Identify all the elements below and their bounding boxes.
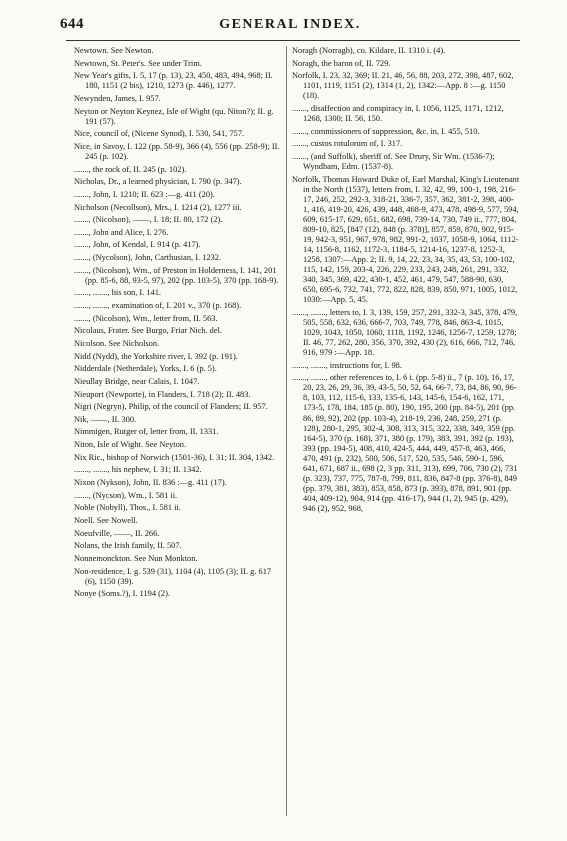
page-number: 644 <box>60 16 84 32</box>
index-entry: Nicolson. See Nicholson. <box>74 339 160 348</box>
index-entry: ......., (Nycolson), John, Carthusian, I. 1232. <box>74 253 222 263</box>
index-entry: Newynden, James, I. 957. <box>74 93 161 103</box>
index-entry: ......., ......., examination of, I. 201 v., 370 (p. 168). <box>74 301 242 311</box>
index-entry: ......., the rock of, II. 245 (p. 102). <box>74 164 187 174</box>
index-entry: ......., commissioners of suppression, &c. in, I. 455, 510. <box>292 126 480 136</box>
index-entry: Neyton or Neyton Keynez, Isle of Wight (qu. Niton?); II. g. 191 (57). <box>74 106 274 126</box>
header-rule <box>66 40 520 41</box>
index-entry: Nixon (Nykson), John, II. 836 :—g. 411 (17). <box>74 478 227 488</box>
column-divider <box>286 46 287 816</box>
index-entry: ......., (Nicolson), ——, I. 18; II. 80, 172 (2). <box>74 215 223 225</box>
index-entry: Nix Ric., bishop of Norwich (1501-36), I. 31; II. 304, 1342. <box>74 452 275 462</box>
left-column <box>74 46 284 602</box>
index-entry: ......., ......., letters to, I. 3, 139, 159, 257, 291, 332-3, 345, 378, 479, 505, 558, 632, 636, 666-7, 703, 749, 778, 846, 863-4, 1015, 1029, 1043, 1050, 1060, 1118, 1192, 1246, 1256-7, 1259, 1278; II. 46, 77, 262, 280, 356, 370, 392, 430 (2), 616, 666, 712, 746, 916, 979 :—App. 18. <box>292 307 518 358</box>
index-entry: Nicolaus, Frater. See Burgo, Friar Nich. del. <box>74 326 223 336</box>
index-entry: Noragh, the baron of, II. 729. <box>292 58 391 68</box>
index-entry: ......., ......., other references to, I. 6 i. (pp. 5-8) ii., 7 (p. 10), 16, 17, 20, 23, 26, 29, 36, 39, 43-5, 50, 52, 64, 66-7, 73, 84, 86, 90, 96-8, 103, 112, 115-6, 133, 135-6, 143, 145-6, 154-6, 162, 171, 173-5, 178, 184, 185 (p. 80), 190, 195, 200 (pp. 84-5), 201 (pp. 86, 89, 92), 202 (pp. 103-4), 218-19, 236, 248, 259, 271 (p. 128), 280-1, 295, 302-4, 308, 313, 315, 322, 338, 349, 359 (pp. 164-5), 370 (p. 168), 371, 380 (p. 179), 383, 391, 392 (p. 193), 393 (pp. 194-5), 408, 410, 424-5, 444, 449, 457-8, 463, 466, 470, 491 (p. 232), 500, 506, 517, 520, 535, 546, 590-1, 596, 641, 671, 687 ii., 698 (2, 3 pp. 311, 313), 699, 706, 730 (2), 731 (p. 323), 737, 775, 787-8, 799, 811, 836, 847-8 (pp. 376-8), 849 (pp. 379, 381, 383), 853, 858, 873 (p. 393), 878, 891, 901 (pp. 404, 409-12), 904, 914 (pp. 416-17), 944 (1, 2), 945 (p. 429), 946 (2), 952, 968, <box>292 373 518 513</box>
index-entry: Nonnemonckton. See Nun Monkton. <box>74 553 198 563</box>
index-entry: Nigri (Negryn), Philip, of the council of Flanders; II. 957. <box>74 402 268 412</box>
index-entry: Non-residence, I. g. 539 (31), 1104 (4), 1105 (3); II. g. 617 (6), 1150 (39). <box>74 566 272 586</box>
index-entry: Nik, ——, II. 300. <box>74 414 137 424</box>
index-entry: ......., ......., his son, I. 141. <box>74 288 162 298</box>
index-entry: ......., (Nicolson), Wm., of Preston in Holderness, I. 141, 201 (pp. 85-6, 88, 93-5, 97), 202 (pp. 103-5), 370 (pp. 168-9). <box>74 265 279 285</box>
index-entry: Niton, Isle of Wight. See Neyton. <box>74 440 187 450</box>
index-entry: Nicholas, Dr., a learned physician, I. 790 (p. 347). <box>74 177 242 187</box>
index-entry: Norfolk, Thomas Howard Duke of, Earl Marshal, King's Lieutenant in the North (1537), letters from, I. 32, 42, 99, 100-1, 198, 216-17, 246, 252, 292-3, 318-21, 336-7, 357, 362, 381-2, 398, 400-1, 416, 419-20, 426, 439, 448, 468-9, 473, 478, 498-9, 577, 594, 609, 615-17, 629, 651, 682, 698, 739-14, 730, 749 ii., 777, 804, 809-10, 825, [847 (12), 848 (p. 378)], 857, 859, 870, 902, 915-19, 942-3, 951, 967, 978, 982, 991-2, 1037, 1058-9, 1064, 1112-14, 1156-8, 1162, 1172-3, 1184-5, 1214-16, 1237-8, 1252-3, 1258, 1307:—App. 2; II. 9, 14, 22, 23, 34, 35, 43, 53, 100-102, 115, 142, 159, 203-4, 226, 229, 233, 243, 248, 261, 291, 332, 340, 345, 369, 422, 430-1, 452, 461, 479, 547, 588-90, 630, 650, 695-6, 732, 741, 772, 822, 828, 839, 850, 971, 1005, 1012, 1030:—App. 5, 45. <box>292 174 520 305</box>
index-entry: ......., custos rotulorum of, I. 317. <box>292 139 403 149</box>
index-entry: ......., (Nycson), Wm., I. 581 ii. <box>74 490 178 500</box>
index-entry: Noeufville, ——, II. 266. <box>74 528 160 538</box>
page-header <box>60 16 520 38</box>
index-entry: ......., disaffection and conspiracy in, I. 1056, 1125, 1171, 1212, 1268, 1300; II. 56, 150. <box>292 104 504 124</box>
index-entry: Norfolk, I. 23, 32, 369; II. 21, 46, 56, 88, 203, 272, 398, 487, 602, 1101, 1119, 1151 (2), 1314 (1, 2), 1342:—App. 8 :—g. 1150 (18). <box>292 71 514 101</box>
index-entry: Nicholson (Necollson), Mrs., I. 1214 (2), 1277 iii. <box>74 202 242 212</box>
index-entry: Nieullay Bridge, near Calais, I. 1047. <box>74 376 200 386</box>
index-entry: Nidderdale (Netherdale), Yorks, I. 6 (p. 5). <box>74 364 217 374</box>
index-entry: Nolans, the Irish family, II. 507. <box>74 541 182 551</box>
running-title: GENERAL INDEX. <box>219 17 361 32</box>
index-entry: Nice, council of, (Nicene Synod), I. 530, 541, 757. <box>74 129 245 139</box>
index-entry: Nice, in Savoy, I. 122 (pp. 58-9), 366 (4), 556 (pp. 258-9); II. 245 (p. 102). <box>74 141 280 161</box>
index-entry: ......., ......., instructions for, I. 98. <box>292 360 402 370</box>
index-entry: New Year's gifts, I. 5, 17 (p. 13), 23, 450, 483, 494, 968; II. 180, 1151 (2 bis), 1210, 1273 (p. 446), 1277. <box>74 71 273 91</box>
index-entry: Nonye (Soms.?), I. 1194 (2). <box>74 589 170 599</box>
right-column <box>292 46 520 517</box>
index-entry: ......., John, I. 1210; II. 623 :—g. 411 (20). <box>74 189 215 199</box>
index-entry: ......., John, of Kendal, I. 914 (p. 417). <box>74 240 201 250</box>
index-entry: Nimmigen, Rutger of, letter from, II. 1331. <box>74 427 219 437</box>
index-entry: Noble (Nobyll), Thos., I. 581 ii. <box>74 503 181 513</box>
index-entry: Newtown, St. Peter's. See under Trim. <box>74 58 202 68</box>
index-entry: Nieuport (Newporte), in Flanders, I. 718 (2); II. 483. <box>74 389 251 399</box>
index-entry: Noell. See Nowell. <box>74 515 138 525</box>
index-entry: Nidd (Nydd), the Yorkshire river, I. 392 (p. 191). <box>74 351 238 361</box>
index-entry: ......., (Nicolson), Wm., letter from, II. 563. <box>74 313 218 323</box>
index-entry: ......., John and Alice, I. 276. <box>74 227 169 237</box>
index-entry: ......., (and Suffolk), sheriff of. See Drury, Sir Wm. (1536-7); Wyndham, Edm. (1537-8). <box>292 151 495 172</box>
index-entry: ......., ......., his nephew, I. 31; II. 1342. <box>74 465 202 475</box>
index-entry: Newtown. See Newton. <box>74 46 154 55</box>
index-entry: Noragh (Norragh), co. Kildare, II. 1310 i. (4). <box>292 46 446 55</box>
